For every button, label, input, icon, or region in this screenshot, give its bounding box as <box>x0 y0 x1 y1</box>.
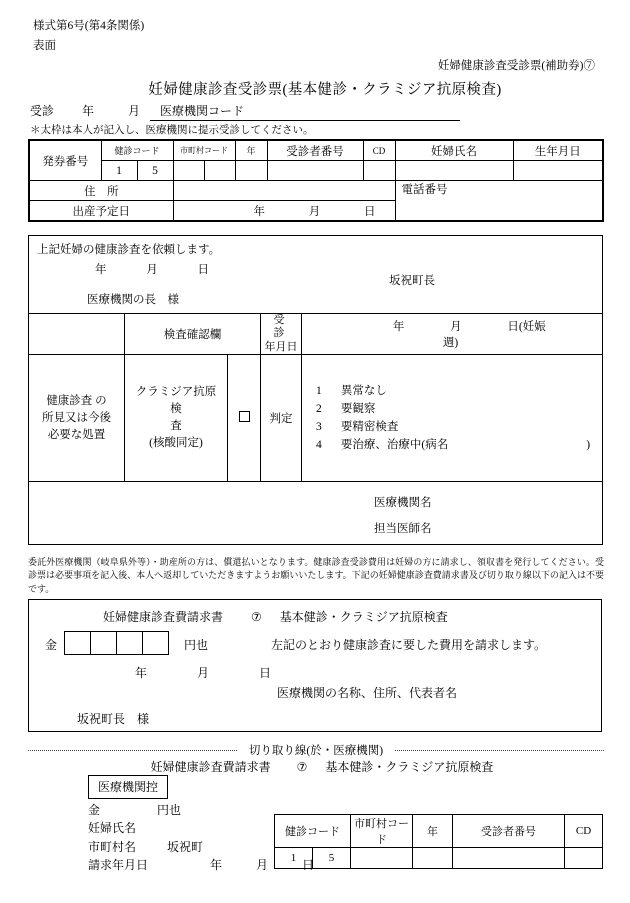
invoice-subtitle: 基本健診・クラミジア抗原検査 <box>279 610 448 624</box>
request-text: 上記妊婦の健康診査を依頼します。 <box>37 244 221 256</box>
invoice-mayor-addressee: 坂祝町長 様 <box>77 712 150 726</box>
examination-table <box>28 235 603 545</box>
medical-institution-code-field[interactable]: 医療機関コード <box>150 102 460 121</box>
stub-claim-date-label: 請求年月日 <box>88 858 149 873</box>
stub-year-field[interactable] <box>413 848 453 869</box>
request-day-label: 日 <box>197 264 209 276</box>
request-cell <box>29 236 603 314</box>
year-header: 年 <box>235 140 267 161</box>
health-code-value-1: 1 <box>101 161 137 181</box>
invoice-yen-label: 円也 <box>184 638 209 652</box>
exam-day-week-label: 日(妊娠 <box>507 321 546 334</box>
table-row <box>275 848 603 869</box>
stub-yen-label: 円也 <box>157 803 182 817</box>
due-year-label: 年 <box>253 205 265 218</box>
exam-date-header-line2: 年月日 <box>264 340 298 353</box>
tear-label: 切り取り線(於・医療機関) <box>248 745 384 757</box>
address-header: 住 所 <box>29 181 173 201</box>
table-row <box>29 355 603 482</box>
result-text: 異常なし <box>340 384 387 397</box>
findings-label-line1: 健康診査 の <box>46 395 107 408</box>
result-options-cell[interactable] <box>302 355 603 482</box>
result-number: 3 <box>316 421 322 434</box>
invoice-claim-text: 左記のとおり健康診査に要した費用を請求します。 <box>271 638 547 652</box>
result-text: 要治療、治療中(病名 <box>340 439 449 452</box>
mother-name-field[interactable] <box>395 161 513 181</box>
stub-city-code-field[interactable] <box>351 848 413 869</box>
issue-no-header: 発券番号 <box>29 140 101 181</box>
table-row <box>29 161 603 181</box>
result-option[interactable] <box>316 400 596 418</box>
stub-subtitle: 基本健診・クラミジア抗原検査 <box>325 760 494 774</box>
test-confirm-checkbox-cell[interactable] <box>228 355 261 482</box>
request-year-label: 年 <box>95 264 107 276</box>
stub-cd-field[interactable] <box>565 848 603 869</box>
tear-dash-left <box>28 750 237 751</box>
table-row <box>29 314 603 355</box>
city-code-field-1[interactable] <box>173 161 204 181</box>
stub-money-label: 金 <box>88 803 101 817</box>
exam-date-field[interactable] <box>302 314 603 355</box>
stub-title <box>0 758 630 775</box>
test-name-line1: クラミジア抗原検 <box>135 385 217 415</box>
stub-health-code-value-2: 5 <box>313 848 351 869</box>
due-day-label: 日 <box>363 205 376 218</box>
invoice-institution-line: 医療機関の名称、住所、代表者名 <box>277 686 458 700</box>
invoice-year-label: 年 <box>135 666 148 680</box>
test-name-line2: 査 <box>170 420 182 433</box>
city-code-header: 市町村コード <box>173 140 235 161</box>
invoice-section <box>28 599 602 732</box>
table-row <box>29 181 603 201</box>
address-field[interactable] <box>173 181 395 201</box>
result-option[interactable] <box>316 382 596 400</box>
phone-header: 電話番号 <box>395 181 603 222</box>
form-number: 様式第6号(第4条関係) <box>33 20 145 32</box>
checkbox-icon[interactable] <box>239 411 250 422</box>
mother-name-header: 妊婦氏名 <box>395 140 513 161</box>
bold-frame-note: ＊太枠は本人が記入し、医療機関に提示受診してください。 <box>30 125 314 136</box>
birthdate-field[interactable] <box>513 161 603 181</box>
result-number: 2 <box>316 403 322 416</box>
disease-name-close-paren: ) <box>586 439 591 452</box>
findings-label-line2: 所見又は今後 <box>42 411 111 424</box>
stub-cd-header: CD <box>565 815 603 848</box>
table-row <box>275 815 603 848</box>
consultation-year-label: 年 <box>82 104 95 118</box>
form-side-label: 表面 <box>33 40 56 52</box>
birthdate-header: 生年月日 <box>513 140 603 161</box>
consultation-month-label: 月 <box>128 104 141 118</box>
findings-label <box>29 355 125 482</box>
exam-date-header <box>261 314 302 355</box>
result-text: 要観察 <box>340 403 376 416</box>
due-date-header: 出産予定日 <box>29 201 173 222</box>
exam-date-header-line1: 受 診 <box>273 314 304 340</box>
stub-day-label: 日 <box>302 858 315 873</box>
amount-digit-box[interactable] <box>116 631 143 655</box>
stub-patient-no-field[interactable] <box>453 848 565 869</box>
invoice-title <box>103 608 448 625</box>
year-field[interactable] <box>235 161 267 181</box>
voucher-label: 妊婦健康診査受診票(補助券)⑦ <box>437 60 595 72</box>
invoice-month-label: 月 <box>197 666 210 680</box>
due-date-field[interactable] <box>173 201 395 222</box>
cd-header: CD <box>363 140 395 161</box>
institution-name-label: 医療機関名 <box>374 497 432 510</box>
stub-patient-no-header: 受診者番号 <box>453 815 565 848</box>
applicant-table <box>28 139 604 222</box>
page-title: 妊婦健康診査受診票(基本健診・クラミジア抗原検査) <box>148 82 502 98</box>
doctor-name-label: 担当医師名 <box>374 523 432 536</box>
table-row <box>29 236 603 314</box>
findings-label-line3: 必要な処置 <box>47 428 106 441</box>
amount-digit-box[interactable] <box>142 631 169 655</box>
signature-cell <box>29 482 603 545</box>
invoice-number: ⑦ <box>251 610 262 624</box>
amount-digit-box[interactable] <box>64 631 91 655</box>
stub-city-label: 市町村名 <box>88 839 137 854</box>
request-month-label: 月 <box>146 264 158 276</box>
consultation-date-line <box>30 102 460 121</box>
judgement-label: 判定 <box>261 355 302 482</box>
exam-year-label: 年 <box>392 321 405 334</box>
invoice-title-text: 妊婦健康診査費請求書 <box>103 610 224 624</box>
stub-city-value: 坂祝町 <box>167 839 204 854</box>
test-name-line3: (核酸同定) <box>149 437 203 450</box>
city-code-field-2[interactable] <box>204 161 235 181</box>
stub-mother-name-label: 妊婦氏名 <box>88 821 137 836</box>
tear-off-line <box>28 742 604 758</box>
invoice-amount-boxes[interactable] <box>65 631 169 655</box>
patient-no-header: 受診者番号 <box>267 140 363 161</box>
institution-copy-badge: 医療機関控 <box>88 775 168 799</box>
due-month-label: 月 <box>308 205 321 218</box>
cd-field[interactable] <box>363 161 395 181</box>
disclaimer-text: 委託外医療機関（岐阜県外等）・助産所の方は、償還払いとなります。健康診査受診費用は妊婦の方に請求し、領収書を発行してください。受診票は必要事項を記入後、本人へ返却していただきますようお願いいたします。下記の妊婦健康診査費請求書及び切り取り線以下の記入は不要です。 <box>28 557 604 594</box>
consultation-label: 受診 <box>30 104 55 118</box>
stub-month-label: 月 <box>256 858 269 873</box>
amount-digit-box[interactable] <box>90 631 117 655</box>
health-code-header: 健診コード <box>101 140 173 161</box>
exam-week-label: 週) <box>442 337 459 350</box>
result-option[interactable] <box>316 436 596 454</box>
table-row <box>29 482 603 545</box>
result-number: 1 <box>316 384 322 397</box>
check-column-header: 検査確認欄 <box>125 314 261 355</box>
patient-no-field[interactable] <box>267 161 363 181</box>
stub-year-label: 年 <box>210 858 223 873</box>
health-code-value-2: 5 <box>137 161 173 181</box>
result-number: 4 <box>316 439 322 452</box>
stub-code-table <box>274 814 603 869</box>
invoice-date-line[interactable] <box>135 664 271 681</box>
invoice-money-label: 金 <box>45 638 58 652</box>
result-option[interactable] <box>316 418 596 436</box>
stub-health-code-value-1: 1 <box>275 848 313 869</box>
result-text: 要精密検査 <box>340 421 399 434</box>
test-name-cell <box>125 355 228 482</box>
tear-dash-right <box>395 750 604 751</box>
stub-city-code-header: 市町村コード <box>351 815 413 848</box>
invoice-day-label: 日 <box>259 666 272 680</box>
exam-month-label: 月 <box>450 321 462 334</box>
stub-health-code-header: 健診コード <box>275 815 351 848</box>
request-addressee: 医療機関の長 様 <box>87 294 179 306</box>
request-date-line <box>95 261 602 277</box>
stub-number: ⑦ <box>296 760 308 774</box>
stub-title-text: 妊婦健康診査費請求書 <box>150 760 271 774</box>
stub-year-header: 年 <box>413 815 453 848</box>
empty-header-cell <box>29 314 125 355</box>
table-row <box>29 140 603 161</box>
mayor-name: 坂祝町長 <box>389 275 435 287</box>
